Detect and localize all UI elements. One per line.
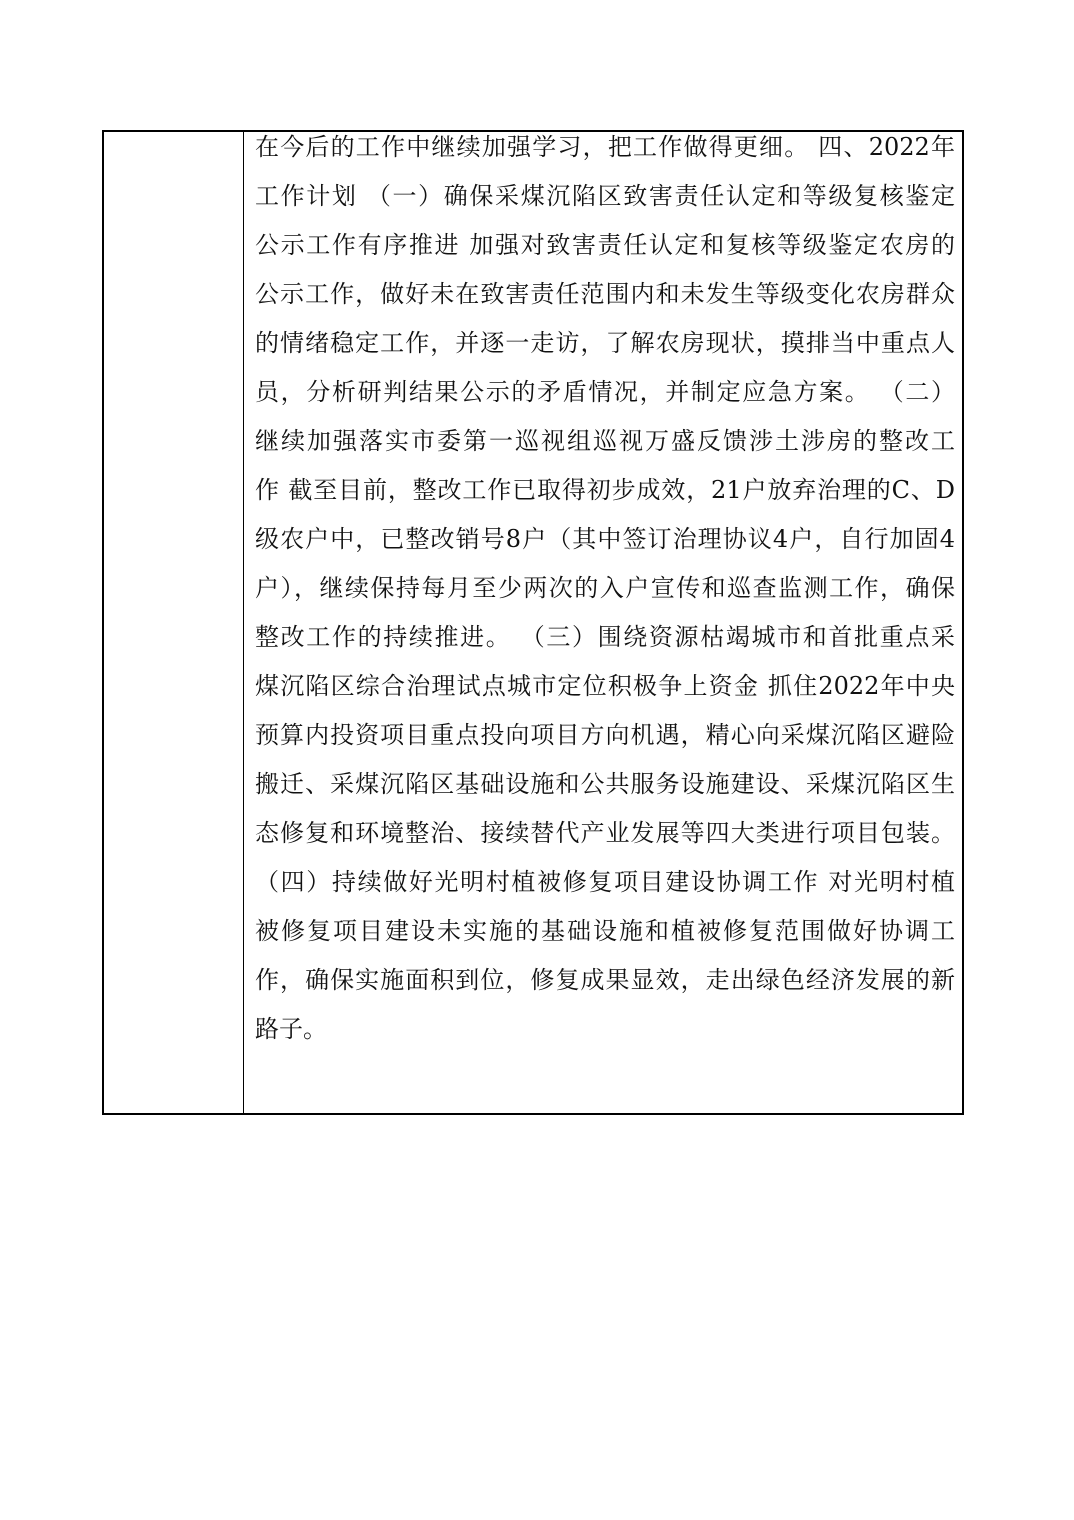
- text-line: 级农户中，已整改销号8户（其中签订治理协议4户，自行加固4: [255, 525, 955, 553]
- left-cell: [104, 132, 244, 1113]
- text-line: 公示工作有序推进 加强对致害责任认定和复核等级鉴定农房的: [255, 231, 955, 259]
- text-line: 整改工作的持续推进。 （三）围绕资源枯竭城市和首批重点采: [255, 623, 955, 651]
- text-line: 煤沉陷区综合治理试点城市定位积极争上资金 抓住2022年中央: [255, 672, 955, 700]
- text-line: 态修复和环境整治、接续替代产业发展等四大类进行项目包装。: [255, 819, 955, 847]
- text-line: 户），继续保持每月至少两次的入户宣传和巡查监测工作，确保: [255, 574, 955, 602]
- text-line: 路子。: [255, 1015, 327, 1043]
- text-line: 公示工作，做好未在致害责任范围内和未发生等级变化农房群众: [255, 280, 955, 308]
- text-line: 继续加强落实市委第一巡视组巡视万盛反馈涉土涉房的整改工: [255, 427, 955, 455]
- cell-text: [255, 123, 955, 1054]
- text-line: 被修复项目建设未实施的基础设施和植被修复范围做好协调工: [255, 917, 955, 945]
- text-line: 搬迁、采煤沉陷区基础设施和公共服务设施建设、采煤沉陷区生: [255, 770, 955, 798]
- text-line: 工作计划 （一）确保采煤沉陷区致害责任认定和等级复核鉴定: [255, 182, 955, 210]
- text-line: 预算内投资项目重点投向项目方向机遇，精心向采煤沉陷区避险: [255, 721, 955, 749]
- text-line: 的情绪稳定工作，并逐一走访，了解农房现状，摸排当中重点人: [255, 329, 955, 357]
- text-line: 作，确保实施面积到位，修复成果显效，走出绿色经济发展的新: [255, 966, 955, 994]
- text-line: 作 截至目前，整改工作已取得初步成效，21户放弃治理的C、D: [255, 476, 955, 504]
- text-line: （四）持续做好光明村植被修复项目建设协调工作 对光明村植: [255, 868, 955, 896]
- text-line: 员，分析研判结果公示的矛盾情况，并制定应急方案。 （二）: [255, 378, 955, 406]
- text-line: 在今后的工作中继续加强学习，把工作做得更细。 四、2022年: [255, 133, 955, 161]
